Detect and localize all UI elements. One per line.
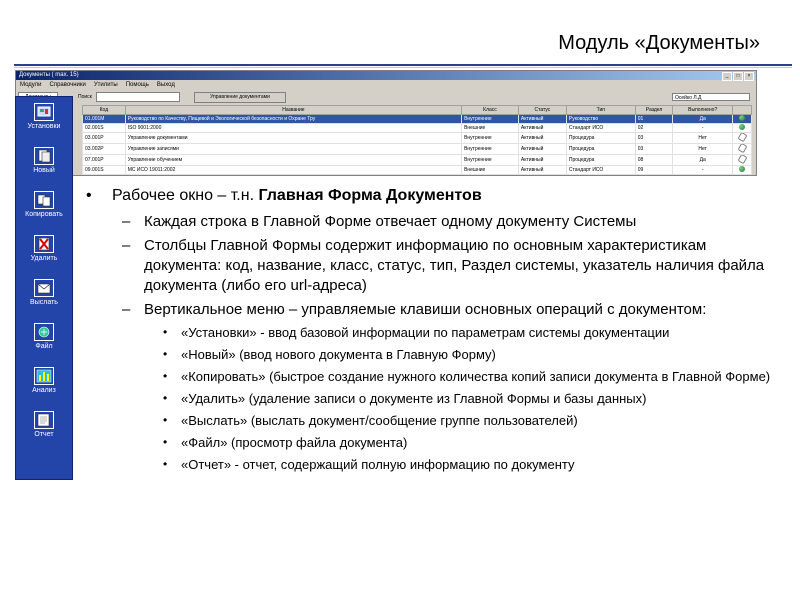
toolbar-label: Удалить [30,255,58,262]
send-icon [34,279,54,297]
column-header-code[interactable]: Код [83,106,126,115]
cell-type: Руководство [566,115,635,124]
cell-class: Внутренние [462,155,519,166]
sub-bullet: – Каждая строка в Главной Форме отвечает одному документу Системы [122,213,637,230]
table-row[interactable] [83,155,752,166]
menu-item-references[interactable]: Справочники [49,82,86,88]
vertical-toolbar [15,96,73,480]
bullet-main-form [86,186,786,206]
table-row[interactable] [83,133,752,144]
close-button[interactable]: × [744,72,754,81]
toolbar-button-send[interactable] [16,279,72,306]
file-link-cell[interactable] [733,144,752,155]
toolbar-button-delete[interactable] [16,235,72,262]
toolbar-button-report[interactable] [16,411,72,438]
sub-bullet-text: Каждая строка в Главной Форме отвечает одному документу Системы [144,213,637,230]
list-item: • «Отчет» - отчет, содержащий полную информацию по документу [86,456,786,473]
menu-item-utilities[interactable]: Утилиты [93,82,118,88]
cell-class: Внешние [462,166,519,175]
menu-bar [16,80,756,90]
cell-code: 07.001P [83,155,126,166]
slide-content [86,186,786,478]
window-titlebar [16,71,756,80]
cell-done: Да [673,115,733,124]
cell-name: Руководство по Качеству, Пищевой и Экологической безопасности и Охране Тру [125,115,461,124]
globe-icon[interactable] [739,115,745,121]
file-icon [34,323,54,341]
cell-section: 08 [635,155,673,166]
toolbar-label: Установки [27,123,61,130]
menu-item-exit[interactable]: Выход [156,82,175,88]
cell-done: - [673,166,733,175]
paperclip-icon[interactable] [737,133,747,143]
slide-title: Модуль «Документы» [558,32,760,54]
report-icon [34,411,54,429]
cell-status: Активный [518,115,566,124]
menu-item-help[interactable]: Помощь [125,82,149,88]
table-row[interactable] [83,124,752,133]
globe-icon[interactable] [739,124,745,130]
column-header-done[interactable]: Выполнено? [673,106,733,115]
cell-class: Внутренние [462,115,519,124]
table-row[interactable] [83,115,752,124]
cell-done: Нет [673,133,733,144]
cell-class: Внутренние [462,133,519,144]
paperclip-icon[interactable] [737,155,747,165]
cell-section: 01 [635,115,673,124]
file-link-cell[interactable] [733,115,752,124]
file-link-cell[interactable] [733,124,752,133]
window-controls [722,72,754,81]
table-row[interactable] [83,144,752,155]
cell-section: 02 [635,124,673,133]
file-link-cell[interactable] [733,133,752,144]
cell-type: Стандарт ИСО [566,124,635,133]
bullet-main-form-bold: Главная Форма Документов [258,187,482,204]
cell-class: Внешние [462,124,519,133]
cell-type: Процедура [566,144,635,155]
cell-status: Активный [518,144,566,155]
cell-done: Нет [673,144,733,155]
list-item: • «Выслать» (выслать документ/сообщение группе пользователей) [86,412,786,429]
toolbar-label: Новый [33,167,55,174]
bullet-main-form-prefix: Рабочее окно – т.н. [112,187,259,204]
cell-section: 03 [635,133,673,144]
toolbar-label: Анализ [32,387,56,394]
settings-icon [34,103,54,121]
column-header-type[interactable]: Тип [566,106,635,115]
minimize-button[interactable]: _ [722,72,732,81]
column-header-class[interactable]: Класс [462,106,519,115]
cell-code: 02.001S [83,124,126,133]
toolbar-label: Файл [35,343,53,350]
cell-type: Процедура [566,133,635,144]
toolbar-label: Выслать [30,299,58,306]
document-management-button[interactable]: Управление документами [194,92,286,103]
sub-bullet: – Столбцы Главной Формы содержит информацию по основным характеристикам документа: код, название, класс, статус, тип, Раздел системы, указатель наличия файла документа (либо его url-адреса) [122,237,765,294]
cell-name: Управление записями [125,144,461,155]
column-header-file [733,106,752,115]
toolbar-button-file[interactable] [16,323,72,350]
sub-bullet-text: Столбцы Главной Формы содержит информацию по основным характеристикам документа: код, название, класс, статус, тип, Раздел системы, указатель наличия файла документа (либо его url-адреса) [144,237,765,294]
menu-item-modules[interactable]: Модули [20,82,42,88]
list-item: • «Удалить» (удаление записи о документе из Главной Формы и базы данных) [86,390,786,407]
cell-name: Управление обучением [125,155,461,166]
toolbar-button-settings[interactable] [16,103,72,130]
search-input[interactable] [96,92,180,102]
new-document-icon [34,147,54,165]
cell-code: 03.001P [83,133,126,144]
copy-icon [34,191,54,209]
cell-name: МС ИСО 19011:2002 [125,166,461,175]
cell-code: 03.002P [83,144,126,155]
cell-name: ISO 9001:2000 [125,124,461,133]
delete-icon [34,235,54,253]
toolbar-label: Копировать [25,211,63,218]
paperclip-icon[interactable] [737,144,747,154]
file-link-cell[interactable] [733,155,752,166]
toolbar-label: Отчет [34,431,54,438]
cell-type: Стандарт ИСО [566,166,635,175]
table-row[interactable] [83,166,752,175]
sub-bullet: – Вертикальное меню – управляемые клавиши основных операций с документом: [122,301,707,318]
user-field[interactable]: Осейко Л.Д [672,93,750,101]
window-title: Документы ( max. 15) [19,72,79,78]
title-divider [14,64,792,66]
cell-status: Активный [518,133,566,144]
maximize-button[interactable]: □ [733,72,743,81]
cell-class: Внутренние [462,144,519,155]
cell-done: Да [673,155,733,166]
list-item: • «Новый» (ввод нового документа в Главную Форму) [86,346,786,363]
cell-section: 03 [635,144,673,155]
cell-code: 01.001М [83,115,126,124]
table-header-row [83,106,752,115]
column-header-section[interactable]: Раздел [635,106,673,115]
cell-status: Активный [518,124,566,133]
column-header-status[interactable]: Статус [518,106,566,115]
cell-type: Процедура [566,155,635,166]
documents-table [82,105,752,175]
cell-status: Активный [518,155,566,166]
cell-code: 09.001S [83,166,126,175]
toolbar-button-new[interactable] [16,147,72,174]
analysis-icon [34,367,54,385]
search-label: Поиск [78,94,92,100]
list-item: • «Файл» (просмотр файла документа) [86,434,786,451]
documents-window [15,70,757,176]
cell-section: 09 [635,166,673,175]
column-header-name[interactable]: Название [125,106,461,115]
cell-status: Активный [518,166,566,175]
cell-name: Управление документами [125,133,461,144]
toolbar-button-analysis[interactable] [16,367,72,394]
toolbar-button-copy[interactable] [16,191,72,218]
list-item: • «Установки» - ввод базовой информации по параметрам системы документации [86,324,786,341]
title-divider-secondary [14,67,792,68]
cell-done: - [673,124,733,133]
sub-bullet-text: Вертикальное меню – управляемые клавиши основных операций с документом: [144,301,707,318]
globe-icon[interactable] [739,166,745,172]
list-item: • «Копировать» (быстрое создание нужного количества копий записи документа в Главной Форме) [86,368,786,385]
file-link-cell[interactable] [733,166,752,175]
